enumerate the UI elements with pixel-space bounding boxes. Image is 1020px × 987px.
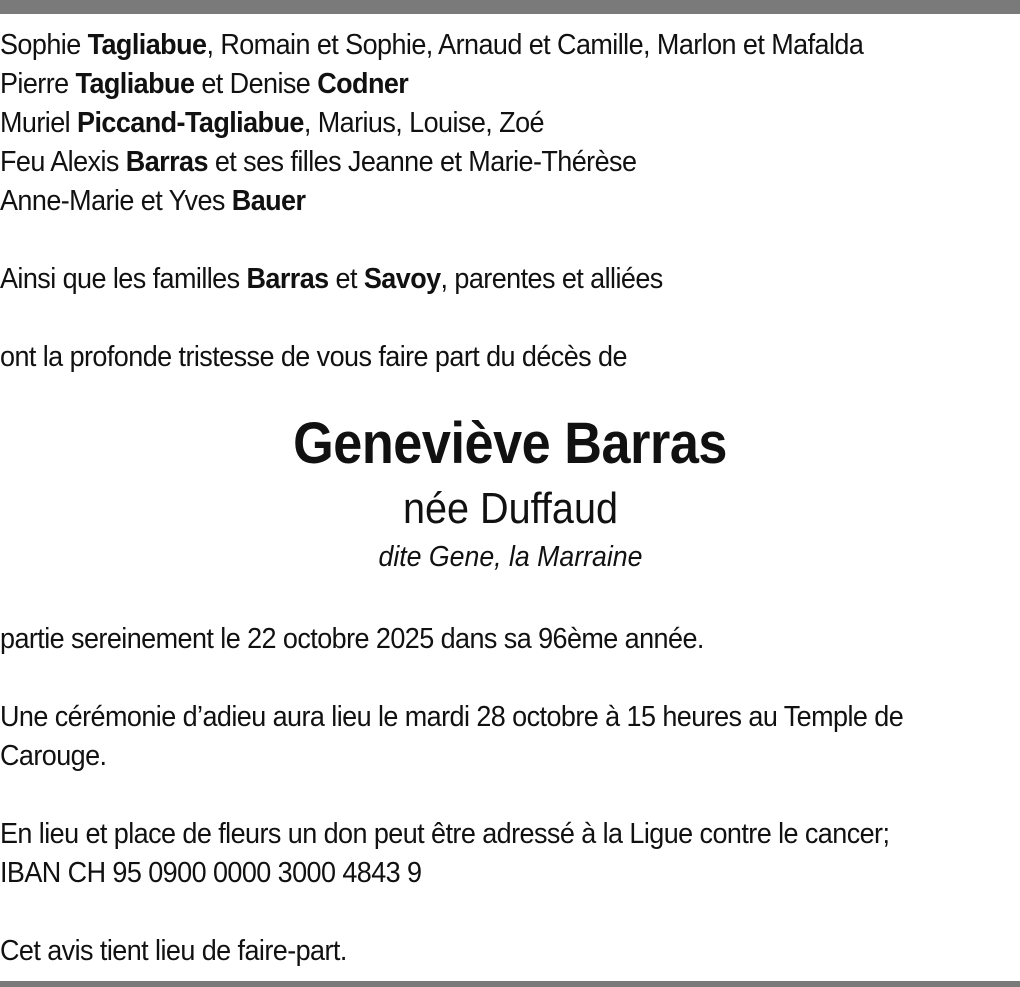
family-line-1 <box>0 26 1020 65</box>
text: Anne-Marie et Yves <box>0 185 232 217</box>
surname: Codner <box>317 68 409 100</box>
family-line-4 <box>0 143 1020 182</box>
donation-iban: IBAN CH 95 0900 0000 3000 4843 9 <box>0 857 422 889</box>
text: Muriel <box>0 107 78 139</box>
text: Pierre <box>0 68 76 100</box>
text: , Marius, Louise, Zoé <box>303 107 544 139</box>
families-line <box>0 260 1020 299</box>
text: et ses filles Jeanne et Marie-Thérèse <box>207 146 637 178</box>
details <box>0 620 1020 971</box>
surname: Tagliabue <box>75 68 195 100</box>
surname: Barras <box>246 263 329 295</box>
family-line-3 <box>0 104 1020 143</box>
family-line-5 <box>0 182 1020 221</box>
maiden-name: née Duffaud <box>402 484 618 533</box>
ceremony-line-2: Carouge. <box>0 740 107 772</box>
nickname: dite Gene, la Marraine <box>378 541 642 573</box>
text: Sophie <box>0 29 88 61</box>
family-list <box>0 26 1020 377</box>
top-rule <box>0 0 1020 14</box>
text: Ainsi que les familles <box>0 263 247 295</box>
surname: Barras <box>125 146 208 178</box>
death-line: partie sereinement le 22 octobre 2025 dans sa 96ème année. <box>0 623 704 655</box>
text: , Romain et Sophie, Arnaud et Camille, Marlon et Mafalda <box>206 29 864 61</box>
family-line-2 <box>0 65 1020 104</box>
closing-line: Cet avis tient lieu de faire-part. <box>0 935 347 967</box>
announcement-line: ont la profonde tristesse de vous faire part du décès de <box>0 341 627 373</box>
deceased-name: Geneviève Barras <box>293 411 727 476</box>
surname: Bauer <box>231 185 306 217</box>
donation-line-1: En lieu et place de fleurs un don peut être adressé à la Ligue contre le cancer; <box>0 818 890 850</box>
text: et <box>328 263 364 295</box>
bottom-rule <box>0 981 1020 987</box>
ceremony-line-1: Une cérémonie d’adieu aura lieu le mardi 28 octobre à 15 heures au Temple de <box>0 701 904 733</box>
text: Feu Alexis <box>0 146 126 178</box>
deceased-block <box>0 404 1020 580</box>
surname: Savoy <box>363 263 441 295</box>
text: , parentes et alliées <box>440 263 663 295</box>
surname: Piccand-Tagliabue <box>77 107 304 139</box>
text: et Denise <box>194 68 318 100</box>
surname: Tagliabue <box>87 29 207 61</box>
